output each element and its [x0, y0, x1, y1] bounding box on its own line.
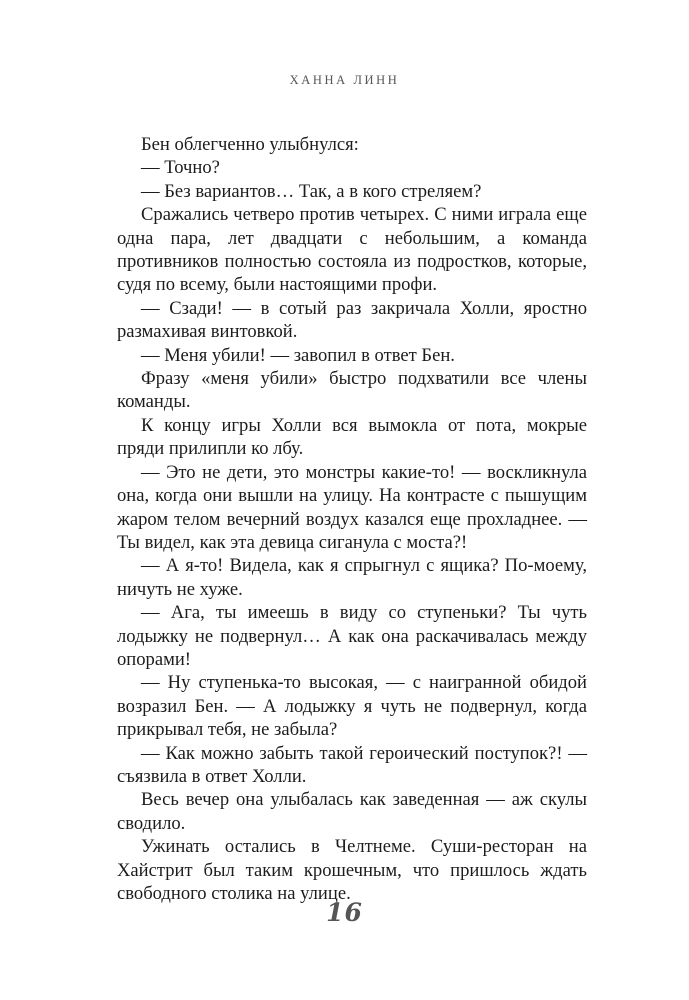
paragraph: — Сзади! — в сотый раз закричала Холли, яростно размахивая винтовкой.	[117, 297, 587, 343]
paragraph: — А я-то! Видела, как я спрыгнул с ящика? По-моему, ничуть не хуже.	[117, 555, 587, 600]
paragraph: Сражались четверо против четырех. С ними играла еще одна пара, лет двадцати с небольшим, а команда противников полностью состояла из подростков, которые, судя по всему, были настоящими профи.	[117, 204, 587, 296]
page-number: 16	[326, 898, 363, 927]
paragraph: — Ну ступенька-то высокая, — с наигранной обидой возразил Бен. — А лодыжку я чуть не подвернул, когда прикрывал тебя, не забыла?	[117, 672, 587, 741]
paragraph: — Точно?	[141, 157, 220, 179]
running-head: ХАННА ЛИНН	[289, 73, 400, 87]
paragraph: — Без вариантов… Так, а в кого стреляем?	[141, 180, 482, 202]
paragraph: — Это не дети, это монстры какие-то! — воскликнула она, когда они вышли на улицу. На контрасте с пышущим жаром телом вечерний воздух казался еще прохладнее. — Ты видел, как эта девица сиганула с моста?!	[117, 461, 587, 553]
body-text	[117, 133, 587, 905]
paragraph: — Как можно забыть такой героический поступок?! — съязвила в ответ Холли.	[117, 742, 587, 787]
paragraph: Ужинать остались в Челтнеме. Суши-ресторан на Хайстрит был таким крошечным, что пришлось ждать свободного столика на улице.	[117, 836, 587, 904]
paragraph: К концу игры Холли вся вымокла от пота, мокрые пряди прилипли ко лбу.	[117, 414, 587, 460]
paragraph: Бен облегченно улыбнулся:	[141, 134, 359, 155]
paragraph: Весь вечер она улыбалась как заведенная — аж скулы сводило.	[117, 789, 587, 834]
paragraph: Фразу «меня убили» быстро подхватили все члены команды.	[117, 368, 587, 413]
paragraph: — Меня убили! — завопил в ответ Бен.	[141, 344, 455, 366]
paragraph: — Ага, ты имеешь в виду со ступеньки? Ты чуть лодыжку не подвернул… А как она раскачивалась между опорами!	[117, 602, 587, 670]
